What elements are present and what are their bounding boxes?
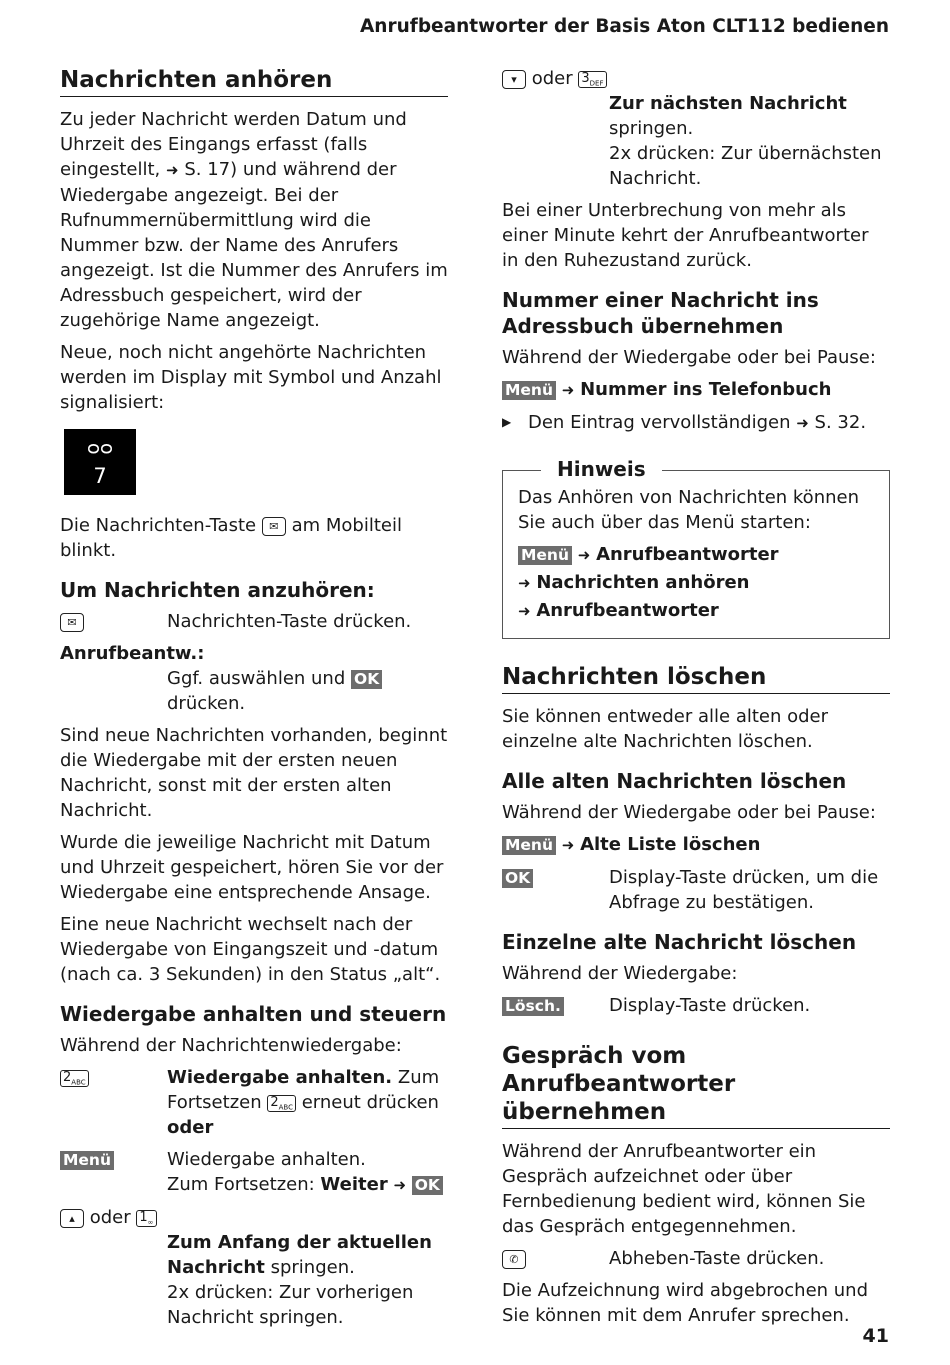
- arrow-right-icon: ➜: [577, 546, 591, 564]
- paragraph: Während der Anrufbeantworter ein Gespräch aufzeichnet oder über Fernbedienung bedient wird, können Sie das Gespräch entgegennehmen.: [502, 1141, 866, 1237]
- control-up-icon: ▴: [60, 1209, 84, 1228]
- subsection-title-control: Wiedergabe anhalten und steuern: [60, 1002, 447, 1026]
- triangle-bullet-icon: ▶: [502, 415, 512, 429]
- step-row: $2_{ABC}$ Wiedergabe anhalten. Zum Fortsetzen $2_{ABC}$ erneut drücken oder: [60, 1065, 448, 1140]
- subsection-title-delete-all: Alle alten Nachrichten löschen: [502, 769, 847, 793]
- paragraph: Wurde die jeweilige Nachricht mit Datum und Uhrzeit gespeichert, hören Sie vor der Wiedergabe eine entsprechende Ansage.: [60, 832, 444, 903]
- ok-softkey: OK: [412, 1176, 443, 1195]
- key-2-icon: $2_{ABC}$: [60, 1070, 89, 1087]
- paragraph: Die Nachrichten-Taste ✉ am Mobilteil blinkt.: [60, 515, 402, 561]
- step-row: Lösch. Display-Taste drücken.: [502, 993, 890, 1018]
- display-message-indicator: [64, 429, 136, 495]
- paragraph: Während der Nachrichtenwiedergabe:: [60, 1035, 402, 1056]
- menu-softkey: Menü: [60, 1151, 114, 1170]
- bullet-item: ▶ Den Eintrag vervollständigen ➜ S. 32.: [502, 410, 890, 436]
- step-row: OK Display-Taste drücken, um die Abfrage zu bestätigen.: [502, 865, 890, 915]
- arrow-right-icon: ➜: [166, 161, 179, 179]
- arrow-right-icon: ➜: [561, 836, 575, 854]
- menu-softkey: Menü: [502, 381, 556, 400]
- subsection-title-how: Um Nachrichten anzuhören:: [60, 578, 375, 602]
- step-row: Zum Anfang der aktuellen Nachricht springen. 2x drücken: Zur vorherigen Nachricht springen.: [167, 1232, 432, 1328]
- paragraph: Während der Wiedergabe oder bei Pause:: [502, 802, 876, 823]
- paragraph: Während der Wiedergabe oder bei Pause:: [502, 347, 876, 368]
- page-reference: S. 17: [184, 159, 231, 180]
- step-label: ▾ oder $3_{DEF}$: [502, 66, 890, 91]
- note-title: Hinweis: [541, 457, 662, 482]
- message-key-icon: ✉: [262, 517, 286, 536]
- paragraph: Eine neue Nachricht wechselt nach der Wiedergabe von Eingangszeit und -datum (nach ca. 3 Sekunden) in den Status „alt“.: [60, 914, 441, 985]
- step-row: Ggf. auswählen und OK drücken.: [167, 666, 448, 716]
- message-key-icon: ✉: [60, 613, 84, 632]
- running-header: Anrufbeantworter der Basis Aton CLT112 bedienen: [359, 16, 889, 37]
- paragraph: Sie können entweder alle alten oder einzelne alte Nachrichten löschen.: [502, 706, 829, 752]
- key-1-icon: $1_\infty$: [136, 1210, 156, 1227]
- right-column: [502, 66, 890, 1335]
- step-label: Anrufbeantw.:: [60, 643, 205, 664]
- ok-softkey: OK: [351, 670, 382, 689]
- paragraph: Bei einer Unterbrechung von mehr als einer Minute kehrt der Anrufbeantworter in den Ruhezustand zurück.: [502, 200, 869, 271]
- delete-softkey: Lösch.: [502, 997, 564, 1016]
- menu-softkey: Menü: [518, 546, 572, 565]
- section-title-delete: Nachrichten löschen: [502, 663, 890, 694]
- page-number: 41: [862, 1325, 889, 1347]
- arrow-right-icon: ➜: [518, 602, 531, 620]
- step-row: ✆ Abheben-Taste drücken.: [502, 1246, 890, 1271]
- arrow-right-icon: ➜: [561, 381, 575, 399]
- ok-softkey: OK: [502, 869, 533, 888]
- menu-path: Menü ➜ Alte Liste löschen: [502, 832, 890, 858]
- control-down-icon: ▾: [502, 70, 526, 89]
- paragraph: Sind neue Nachrichten vorhanden, beginnt die Wiedergabe mit der ersten neuen Nachricht, sonst mit der ersten alten Nachricht.: [60, 725, 448, 821]
- subsection-title-number: Nummer einer Nachricht ins Adressbuch übernehmen: [502, 288, 819, 338]
- subsection-title-delete-one: Einzelne alte Nachricht löschen: [502, 930, 857, 954]
- arrow-right-icon: ➜: [796, 414, 809, 432]
- step-row: ✉ Nachrichten-Taste drücken.: [60, 609, 448, 634]
- key-3-icon: $3_{DEF}$: [578, 71, 606, 88]
- arrow-right-icon: ➜: [393, 1176, 407, 1194]
- step-label: ▴ oder $1_\infty$: [60, 1205, 448, 1230]
- menu-path: Menü ➜ Nummer ins Telefonbuch: [502, 377, 890, 403]
- section-title-take-call: Gespräch vom Anrufbeantworter übernehmen: [502, 1042, 890, 1129]
- left-column: [60, 66, 448, 1337]
- menu-softkey: Menü: [502, 836, 556, 855]
- arrow-right-icon: ➜: [518, 574, 531, 592]
- paragraph: Zu jeder Nachricht werden Datum und Uhrzeit des Eingangs erfasst (falls eingestellt, ➜ S. 17) und während der Wiedergabe angezeigt. Bei der Rufnummernübermittlung wird die Nummer bzw. der Name des Anrufers angezeigt. Ist die Nummer des Anrufers im Adressbuch gespeichert, wird der zugehörige Name angezeigt.: [60, 109, 448, 331]
- message-count: 7: [93, 464, 107, 488]
- paragraph: Die Aufzeichnung wird abgebrochen und Sie können mit dem Anrufer sprechen.: [502, 1280, 869, 1326]
- phone-handset-icon: ✆: [502, 1250, 526, 1269]
- step-row: Menü Wiedergabe anhalten. Zum Fortsetzen: Weiter ➜ OK: [60, 1147, 448, 1198]
- step-row: Zur nächsten Nachricht springen. 2x drücken: Zur übernächsten Nachricht.: [609, 93, 882, 189]
- key-2-icon: $2_{ABC}$: [267, 1095, 296, 1112]
- note-box: Hinweis Das Anhören von Nachrichten können Sie auch über das Menü starten: Menü ➜ Anrufbeantworter ➜ Nachrichten anhören ➜ Anrufbeantworter: [502, 470, 890, 639]
- voicemail-icon: ᴑᴑ: [87, 437, 113, 459]
- section-title-listen: Nachrichten anhören: [60, 66, 448, 97]
- paragraph: Neue, noch nicht angehörte Nachrichten werden im Display mit Symbol und Anzahl signalisiert:: [60, 342, 442, 413]
- paragraph: Während der Wiedergabe:: [502, 963, 738, 984]
